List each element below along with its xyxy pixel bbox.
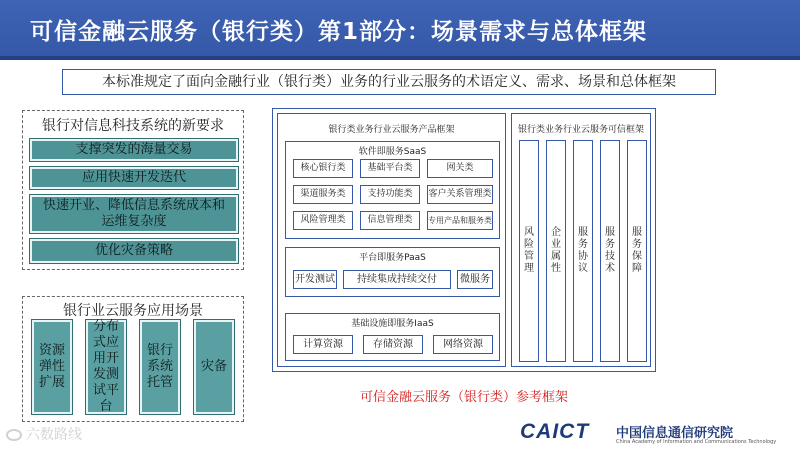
saas-item: 风险管理类 [293, 211, 353, 230]
scenario-item [85, 319, 127, 415]
saas-item: 信息管理类 [360, 211, 420, 230]
trust-item-label: 风险管理 [524, 227, 534, 274]
requirement-item: 支撑突发的海量交易 [29, 138, 239, 162]
saas-item: 渠道服务类 [293, 185, 353, 204]
trust-item [573, 140, 593, 362]
iaas-item: 网络资源 [433, 335, 493, 354]
trust-item [519, 140, 539, 362]
watermark [6, 424, 82, 444]
requirement-item: 快速开业、降低信息系统成本和运维复杂度 [29, 194, 239, 234]
scenario-label: 分布式应用开发测试平台 [92, 319, 119, 414]
trust-item-label: 服务技术 [605, 227, 615, 274]
trust-framework [511, 113, 651, 367]
paas-item: 开发测试 [293, 270, 337, 289]
iaas-item: 存储资源 [363, 335, 423, 354]
logo-name-en: China Academy of Information and Communications Technology [616, 439, 777, 445]
paas-item: 持续集成持续交付 [343, 270, 451, 289]
framework-caption: 可信金融云服务（银行类）参考框架 [359, 390, 568, 405]
trust-item-label: 服务保障 [632, 227, 642, 274]
scenario-label: 银行系统托管 [146, 343, 173, 390]
logo-mark [520, 420, 589, 444]
iaas-layer [285, 313, 500, 361]
product-framework-title: 银行类业务行业云服务产品框架 [328, 125, 455, 135]
saas-item: 网关类 [427, 159, 493, 178]
paas-title: 平台即服务PaaS [359, 253, 426, 263]
scenarios-title: 银行业云服务应用场景 [63, 303, 203, 319]
logo-name-cn: 中国信息通信研究院 [616, 426, 734, 441]
requirement-item: 应用快速开发迭代 [29, 166, 239, 190]
product-framework [277, 113, 506, 367]
scenario-item [139, 319, 181, 415]
trust-item-label: 服务协议 [578, 227, 588, 274]
scenarios-panel [22, 296, 244, 422]
logo-mark-text: CAICT [520, 420, 590, 443]
trust-item-label: 企业属性 [551, 227, 561, 274]
standard-scope-box: 本标准规定了面向金融行业（银行类）业务的行业云服务的术语定义、需求、场景和总体框架 [62, 69, 716, 95]
page-title: 可信金融云服务（银行类）第1部分：场景需求与总体框架 [30, 19, 648, 45]
trust-item [546, 140, 566, 362]
paas-layer [285, 247, 500, 297]
saas-title: 软件即服务SaaS [358, 147, 427, 157]
paas-item: 微服务 [457, 270, 493, 289]
title-bar [0, 0, 800, 60]
iaas-item: 计算资源 [293, 335, 353, 354]
saas-item: 核心银行类 [293, 159, 353, 178]
iaas-title: 基础设施即服务IaaS [351, 319, 434, 329]
trust-framework-title: 银行类业务行业云服务可信框架 [517, 125, 644, 135]
requirements-title: 银行对信息科技系统的新要求 [42, 118, 224, 134]
scenario-item [193, 319, 235, 415]
scenario-label: 资源弹性扩展 [38, 343, 65, 390]
trust-item [627, 140, 647, 362]
saas-item: 专用产品和服务类 [427, 211, 493, 230]
scenario-item [31, 319, 73, 415]
saas-item: 基础平台类 [360, 159, 420, 178]
requirements-panel [22, 110, 244, 270]
watermark-icon [6, 429, 22, 441]
watermark-text: 六数路线 [26, 427, 82, 443]
saas-item: 客户关系管理类 [427, 185, 493, 204]
saas-item: 支持功能类 [360, 185, 420, 204]
reference-framework [272, 108, 656, 372]
trust-item [600, 140, 620, 362]
saas-layer [285, 141, 500, 239]
scenario-label: 灾备 [200, 359, 227, 374]
requirement-item: 优化灾备策略 [29, 238, 239, 264]
